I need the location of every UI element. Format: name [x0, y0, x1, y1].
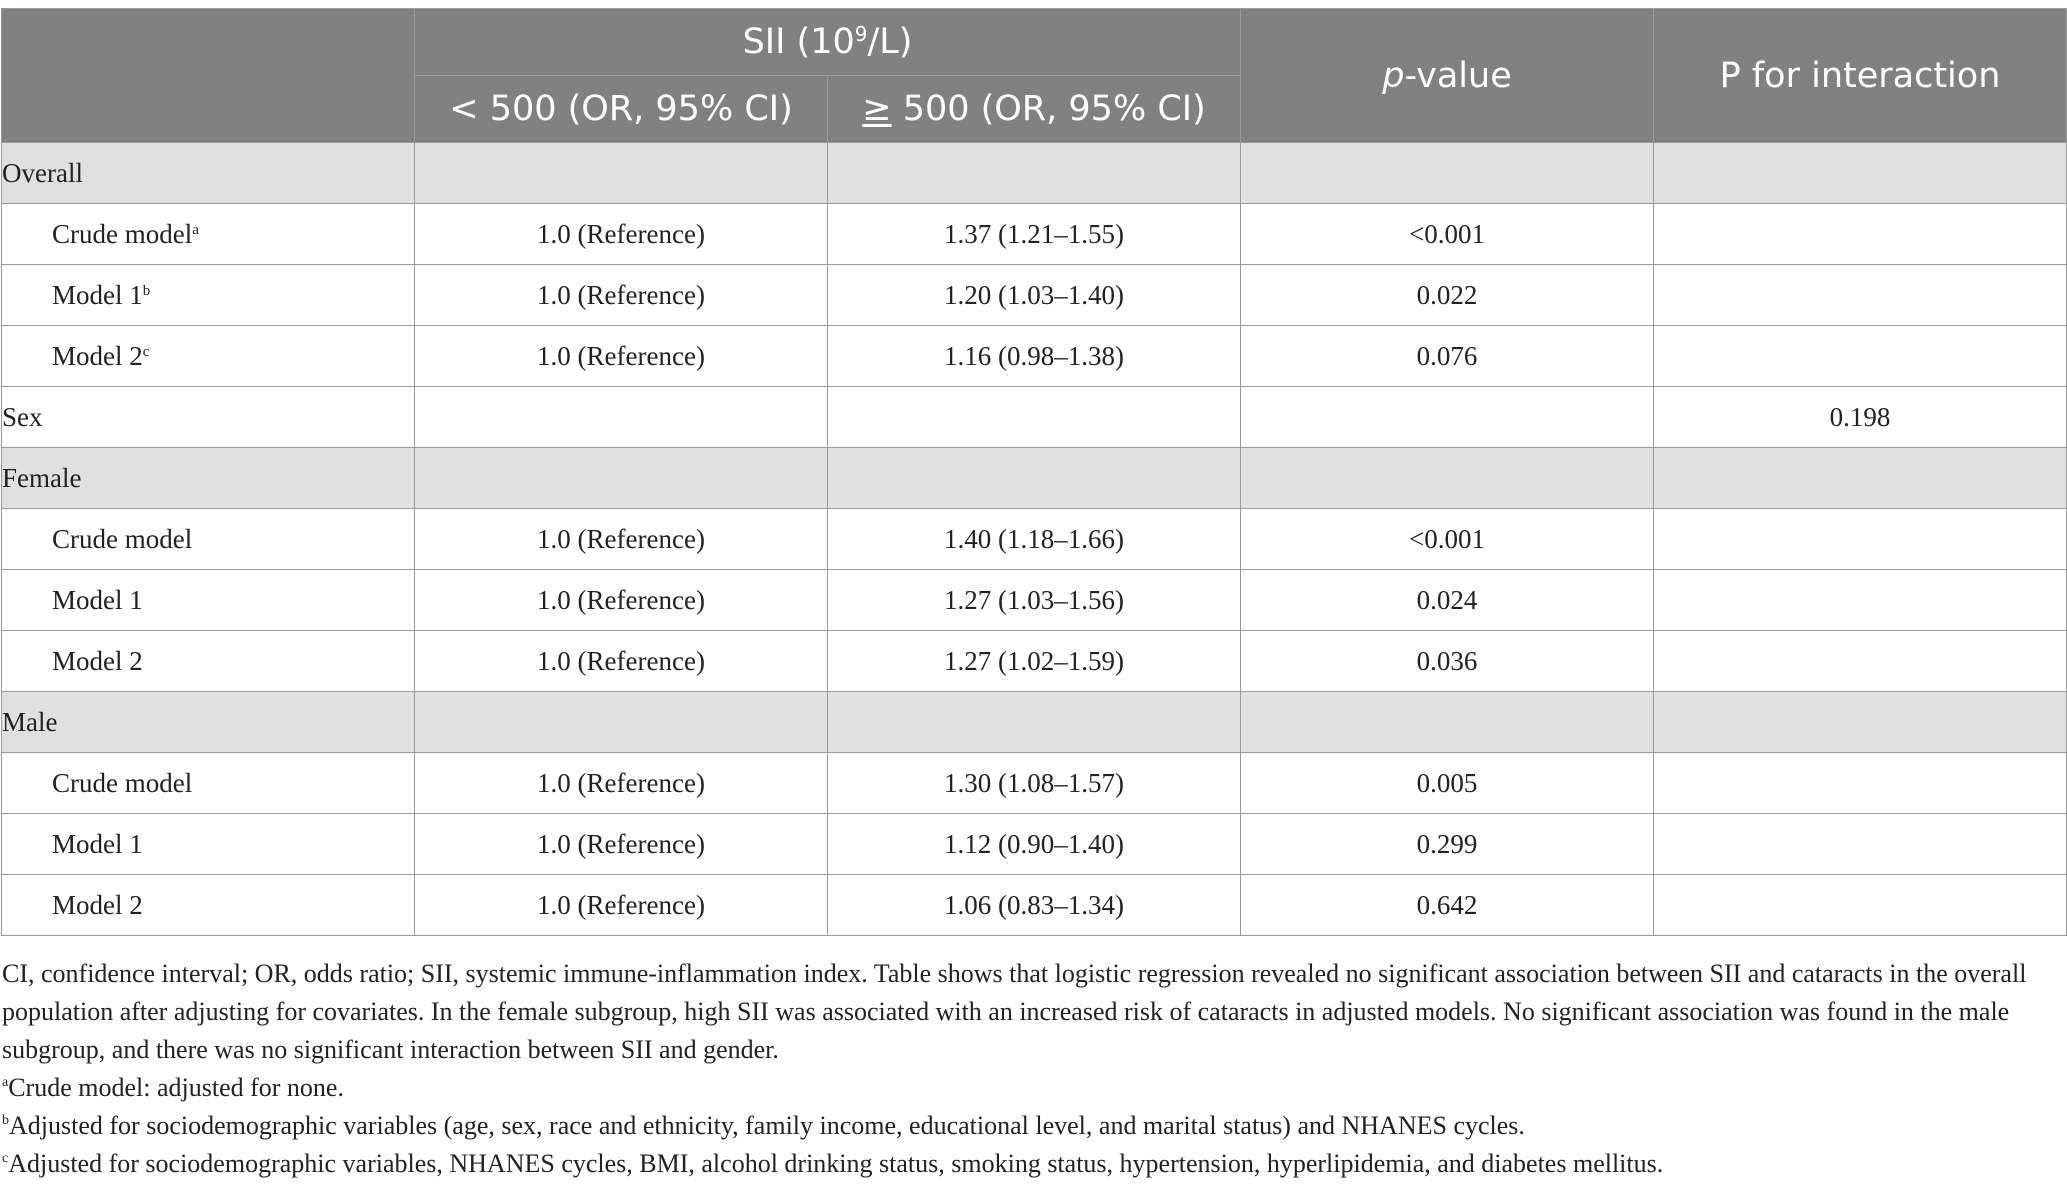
row-label: Male	[2, 692, 415, 753]
cell-p-interaction	[1654, 326, 2067, 387]
cell-p-interaction	[1654, 692, 2067, 753]
footnote-c: $^c$Adjusted for sociodemographic variables, NHANES cycles, BMI, alcohol drinking status, smoking status, hypertension, hyperlipidemia, and diabetes mellitus.	[2, 1149, 1664, 1178]
cell-low-sii	[415, 143, 828, 204]
cell-high-sii: 1.16 (0.98–1.38)	[828, 326, 1241, 387]
cell-low-sii: 1.0 (Reference)	[415, 631, 828, 692]
cell-p-interaction	[1654, 814, 2067, 875]
row-label: Model 1	[2, 814, 415, 875]
row-label: Model 2	[2, 631, 415, 692]
cell-low-sii: 1.0 (Reference)	[415, 204, 828, 265]
cell-high-sii: 1.30 (1.08–1.57)	[828, 753, 1241, 814]
cell-low-sii	[415, 448, 828, 509]
cell-high-sii: 1.40 (1.18–1.66)	[828, 509, 1241, 570]
header-high-sii: ≥ 500 (OR, 95% CI)	[828, 76, 1241, 143]
cell-high-sii	[828, 692, 1241, 753]
row-label: Overall	[2, 143, 415, 204]
table-row	[2, 692, 2067, 753]
row-label: Crude model	[2, 753, 415, 814]
cell-low-sii: 1.0 (Reference)	[415, 326, 828, 387]
table-body	[2, 143, 2067, 936]
cell-p-value: 0.024	[1241, 570, 1654, 631]
table-row	[2, 448, 2067, 509]
cell-p-value: 0.642	[1241, 875, 1654, 936]
table-row	[2, 143, 2067, 204]
header-row-1	[2, 9, 2067, 76]
cell-high-sii: 1.20 (1.03–1.40)	[828, 265, 1241, 326]
row-label: Model 1	[2, 570, 415, 631]
cell-high-sii	[828, 143, 1241, 204]
cell-p-value	[1241, 143, 1654, 204]
cell-p-value: 0.036	[1241, 631, 1654, 692]
cell-low-sii: 1.0 (Reference)	[415, 875, 828, 936]
cell-high-sii: 1.37 (1.21–1.55)	[828, 204, 1241, 265]
cell-high-sii: 1.27 (1.03–1.56)	[828, 570, 1241, 631]
row-label: Female	[2, 448, 415, 509]
table-row	[2, 265, 2067, 326]
cell-p-interaction	[1654, 204, 2067, 265]
cell-p-interaction	[1654, 631, 2067, 692]
cell-p-interaction	[1654, 570, 2067, 631]
cell-high-sii: 1.12 (0.90–1.40)	[828, 814, 1241, 875]
cell-p-interaction	[1654, 265, 2067, 326]
cell-p-interaction: 0.198	[1654, 387, 2067, 448]
row-label: Crude model	[2, 509, 415, 570]
header-p-interaction: P for interaction	[1654, 9, 2067, 143]
table-footnotes	[2, 955, 2062, 1183]
table-row	[2, 875, 2067, 936]
header-low-sii: < 500 (OR, 95% CI)	[415, 76, 828, 143]
table-row	[2, 631, 2067, 692]
cell-low-sii	[415, 692, 828, 753]
cell-p-interaction	[1654, 875, 2067, 936]
cell-low-sii: 1.0 (Reference)	[415, 814, 828, 875]
table-row	[2, 387, 2067, 448]
results-table	[1, 8, 2067, 936]
cell-p-value: <0.001	[1241, 509, 1654, 570]
footnote-b: $^b$Adjusted for sociodemographic variables (age, sex, race and ethnicity, family income, educational level, and marital status) and NHANES cycles.	[2, 1111, 1525, 1140]
cell-p-value	[1241, 692, 1654, 753]
cell-low-sii: 1.0 (Reference)	[415, 570, 828, 631]
cell-low-sii: 1.0 (Reference)	[415, 509, 828, 570]
cell-p-value: 0.299	[1241, 814, 1654, 875]
table-row	[2, 326, 2067, 387]
table-row	[2, 570, 2067, 631]
cell-low-sii: 1.0 (Reference)	[415, 265, 828, 326]
header-sii: SII $(10^9/L)$	[415, 9, 1241, 76]
table-row	[2, 204, 2067, 265]
cell-p-value	[1241, 387, 1654, 448]
cell-p-value: 0.076	[1241, 326, 1654, 387]
cell-high-sii: 1.27 (1.02–1.59)	[828, 631, 1241, 692]
table-row	[2, 753, 2067, 814]
cell-p-interaction	[1654, 753, 2067, 814]
cell-high-sii: 1.06 (0.83–1.34)	[828, 875, 1241, 936]
cell-p-value: 0.005	[1241, 753, 1654, 814]
row-label: Crude model$^a$	[2, 204, 415, 265]
table-row	[2, 509, 2067, 570]
footnote-a: $^a$Crude model: adjusted for none.	[2, 1073, 344, 1102]
footnote-marker: c	[142, 343, 150, 360]
cell-low-sii: 1.0 (Reference)	[415, 753, 828, 814]
cell-high-sii	[828, 448, 1241, 509]
cell-p-interaction	[1654, 448, 2067, 509]
row-label: Model 1$^b$	[2, 265, 415, 326]
cell-p-interaction	[1654, 509, 2067, 570]
results-table-container	[0, 8, 2067, 936]
footnote-marker: b	[142, 282, 151, 299]
header-empty-cell	[2, 9, 415, 143]
row-label: Model 2$^c$	[2, 326, 415, 387]
cell-high-sii	[828, 387, 1241, 448]
cell-low-sii	[415, 387, 828, 448]
header-p-value: p-value	[1241, 9, 1654, 143]
table-row	[2, 814, 2067, 875]
row-label: Sex	[2, 387, 415, 448]
cell-p-value: <0.001	[1241, 204, 1654, 265]
cell-p-value: 0.022	[1241, 265, 1654, 326]
row-label: Model 2	[2, 875, 415, 936]
cell-p-value	[1241, 448, 1654, 509]
cell-p-interaction	[1654, 143, 2067, 204]
footnote-main: CI, confidence interval; OR, odds ratio; SII, systemic immune-inflammation index. Table shows that logistic regression revealed no significant association between SII and cataracts in the overall population after adjusting for covariates. In the female subgroup, high SII was associated with an increased risk of cataracts in adjusted models. No significant association was found in the male subgroup, and there was no significant interaction between SII and gender.	[2, 959, 2027, 1064]
footnote-marker: a	[192, 221, 199, 238]
